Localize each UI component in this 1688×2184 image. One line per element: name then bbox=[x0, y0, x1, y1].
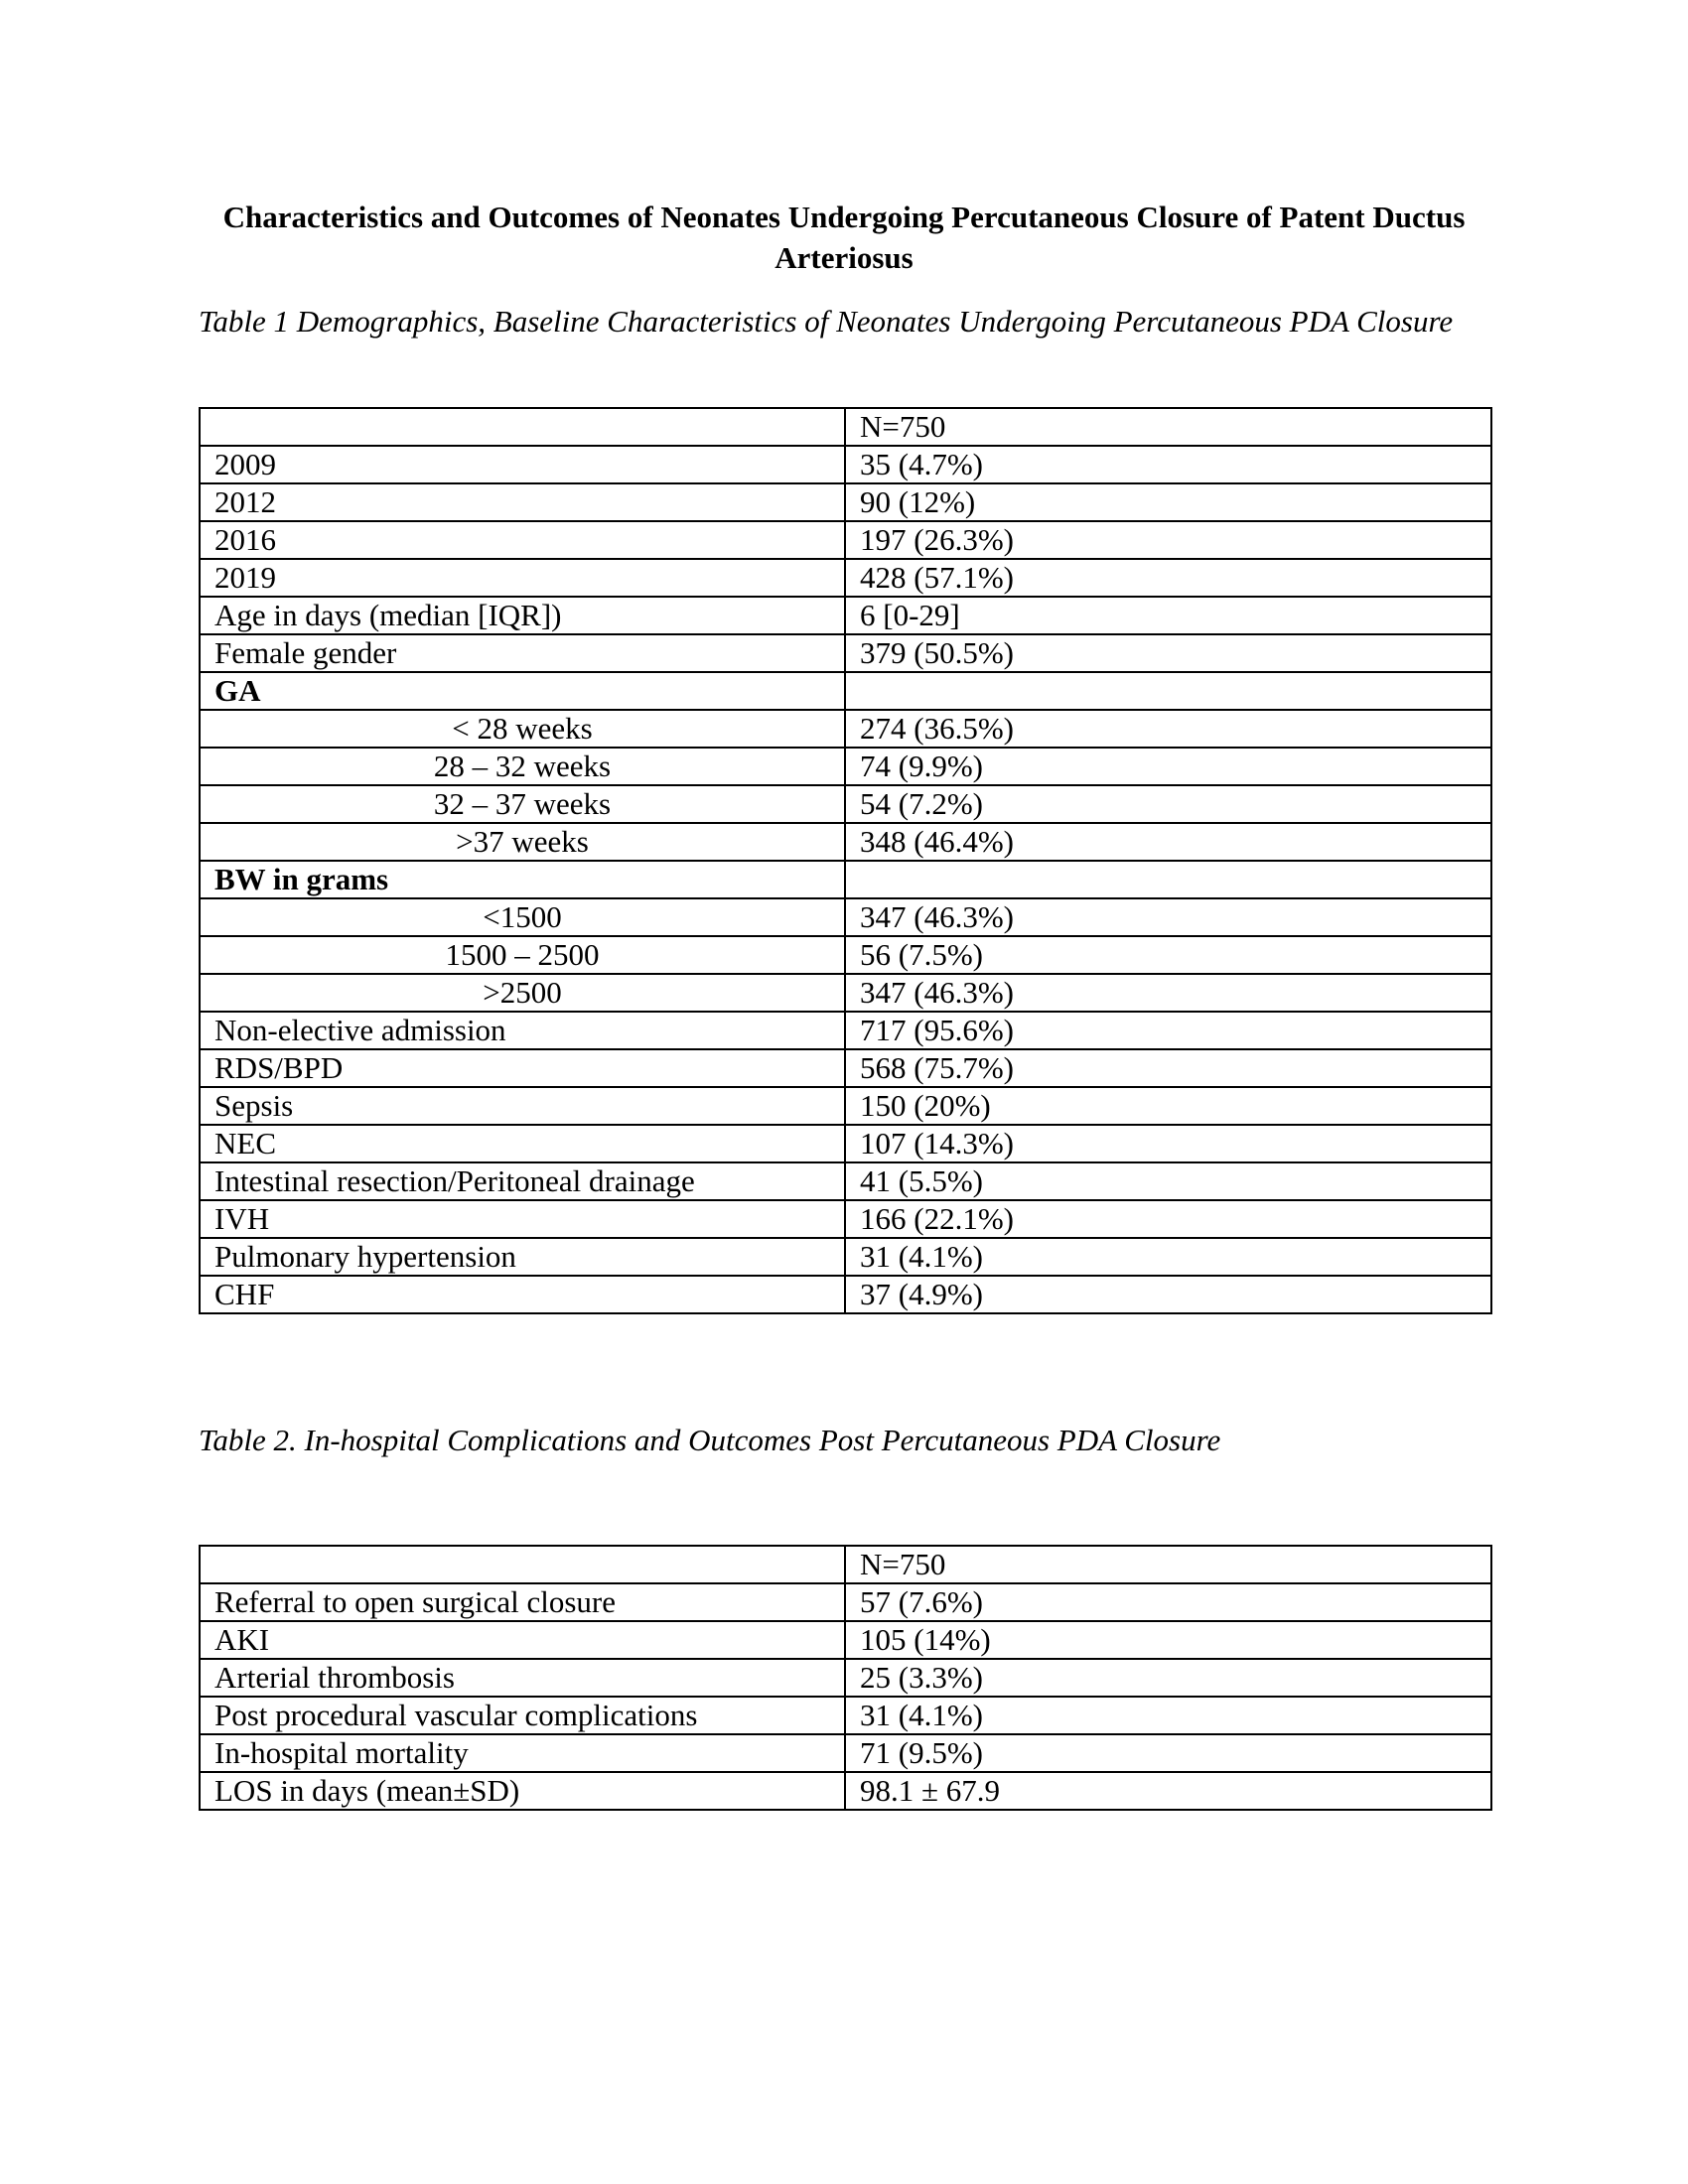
row-value: 197 (26.3%) bbox=[845, 521, 1491, 559]
row-value: 6 [0-29] bbox=[845, 597, 1491, 634]
table-row bbox=[200, 861, 1491, 898]
row-label: 28 – 32 weeks bbox=[200, 748, 845, 785]
table-row bbox=[200, 446, 1491, 483]
row-value: 41 (5.5%) bbox=[845, 1162, 1491, 1200]
row-value: 37 (4.9%) bbox=[845, 1276, 1491, 1313]
row-label: GA bbox=[200, 672, 845, 710]
row-value bbox=[845, 672, 1491, 710]
table-row bbox=[200, 1125, 1491, 1162]
table-row bbox=[200, 1087, 1491, 1125]
row-label: Arterial thrombosis bbox=[200, 1659, 845, 1697]
row-value: 31 (4.1%) bbox=[845, 1697, 1491, 1734]
row-value: 717 (95.6%) bbox=[845, 1012, 1491, 1049]
table-row bbox=[200, 1200, 1491, 1238]
row-label: 2012 bbox=[200, 483, 845, 521]
table-row bbox=[200, 1659, 1491, 1697]
table-row bbox=[200, 1238, 1491, 1276]
outcomes-table bbox=[199, 1545, 1492, 1811]
table-row bbox=[200, 748, 1491, 785]
table-row bbox=[200, 898, 1491, 936]
table-row bbox=[200, 823, 1491, 861]
row-label: NEC bbox=[200, 1125, 845, 1162]
table-row bbox=[200, 1276, 1491, 1313]
table-row bbox=[200, 1012, 1491, 1049]
table-header-row bbox=[200, 1546, 1491, 1583]
header-count-cell: N=750 bbox=[845, 1546, 1491, 1583]
row-value: 347 (46.3%) bbox=[845, 974, 1491, 1012]
table-row bbox=[200, 1772, 1491, 1810]
header-count-cell: N=750 bbox=[845, 408, 1491, 446]
row-value: 98.1 ± 67.9 bbox=[845, 1772, 1491, 1810]
row-label: Non-elective admission bbox=[200, 1012, 845, 1049]
demographics-table-body bbox=[200, 408, 1491, 1313]
row-value: 35 (4.7%) bbox=[845, 446, 1491, 483]
row-value: 54 (7.2%) bbox=[845, 785, 1491, 823]
header-label-cell bbox=[200, 1546, 845, 1583]
row-value: 379 (50.5%) bbox=[845, 634, 1491, 672]
row-value: 274 (36.5%) bbox=[845, 710, 1491, 748]
table-row bbox=[200, 710, 1491, 748]
row-label: Referral to open surgical closure bbox=[200, 1583, 845, 1621]
table-row bbox=[200, 634, 1491, 672]
row-label: Sepsis bbox=[200, 1087, 845, 1125]
row-value: 568 (75.7%) bbox=[845, 1049, 1491, 1087]
table-row bbox=[200, 559, 1491, 597]
row-label: 2016 bbox=[200, 521, 845, 559]
row-value: 150 (20%) bbox=[845, 1087, 1491, 1125]
row-label: 2009 bbox=[200, 446, 845, 483]
table-row bbox=[200, 785, 1491, 823]
row-value: 428 (57.1%) bbox=[845, 559, 1491, 597]
row-label: 2019 bbox=[200, 559, 845, 597]
table-row bbox=[200, 1621, 1491, 1659]
row-label: 1500 – 2500 bbox=[200, 936, 845, 974]
row-label: <1500 bbox=[200, 898, 845, 936]
row-value: 31 (4.1%) bbox=[845, 1238, 1491, 1276]
table2-caption: Table 2. In-hospital Complications and Outcomes Post Percutaneous PDA Closure bbox=[199, 1423, 1221, 1457]
row-value: 25 (3.3%) bbox=[845, 1659, 1491, 1697]
row-value: 56 (7.5%) bbox=[845, 936, 1491, 974]
table-row bbox=[200, 1049, 1491, 1087]
row-label: Female gender bbox=[200, 634, 845, 672]
table-row bbox=[200, 483, 1491, 521]
row-label: RDS/BPD bbox=[200, 1049, 845, 1087]
outcomes-table-body bbox=[200, 1546, 1491, 1810]
document-title: Characteristics and Outcomes of Neonates Undergoing Percutaneous Closure of Patent Ductus Arteriosus bbox=[222, 200, 1466, 275]
row-label: Post procedural vascular complications bbox=[200, 1697, 845, 1734]
table-row bbox=[200, 936, 1491, 974]
table-header-row bbox=[200, 408, 1491, 446]
row-label: Pulmonary hypertension bbox=[200, 1238, 845, 1276]
row-label: IVH bbox=[200, 1200, 845, 1238]
header-label-cell bbox=[200, 408, 845, 446]
row-value: 348 (46.4%) bbox=[845, 823, 1491, 861]
row-value: 74 (9.9%) bbox=[845, 748, 1491, 785]
table-row bbox=[200, 1583, 1491, 1621]
row-label: >37 weeks bbox=[200, 823, 845, 861]
table-row bbox=[200, 974, 1491, 1012]
row-value bbox=[845, 861, 1491, 898]
table-row bbox=[200, 1162, 1491, 1200]
row-label: BW in grams bbox=[200, 861, 845, 898]
row-value: 107 (14.3%) bbox=[845, 1125, 1491, 1162]
row-label: CHF bbox=[200, 1276, 845, 1313]
table-row bbox=[200, 521, 1491, 559]
row-value: 90 (12%) bbox=[845, 483, 1491, 521]
row-label: 32 – 37 weeks bbox=[200, 785, 845, 823]
row-label: Intestinal resection/Peritoneal drainage bbox=[200, 1162, 845, 1200]
row-value: 57 (7.6%) bbox=[845, 1583, 1491, 1621]
row-value: 347 (46.3%) bbox=[845, 898, 1491, 936]
row-label: < 28 weeks bbox=[200, 710, 845, 748]
row-label: LOS in days (mean±SD) bbox=[200, 1772, 845, 1810]
row-value: 105 (14%) bbox=[845, 1621, 1491, 1659]
row-label: Age in days (median [IQR]) bbox=[200, 597, 845, 634]
table1-caption: Table 1 Demographics, Baseline Characteristics of Neonates Undergoing Percutaneous PDA Closure bbox=[199, 304, 1454, 339]
table-row bbox=[200, 672, 1491, 710]
row-value: 71 (9.5%) bbox=[845, 1734, 1491, 1772]
table-row bbox=[200, 1734, 1491, 1772]
row-label: >2500 bbox=[200, 974, 845, 1012]
row-label: AKI bbox=[200, 1621, 845, 1659]
demographics-table bbox=[199, 407, 1492, 1314]
table-row bbox=[200, 597, 1491, 634]
row-label: In-hospital mortality bbox=[200, 1734, 845, 1772]
table-row bbox=[200, 1697, 1491, 1734]
row-value: 166 (22.1%) bbox=[845, 1200, 1491, 1238]
